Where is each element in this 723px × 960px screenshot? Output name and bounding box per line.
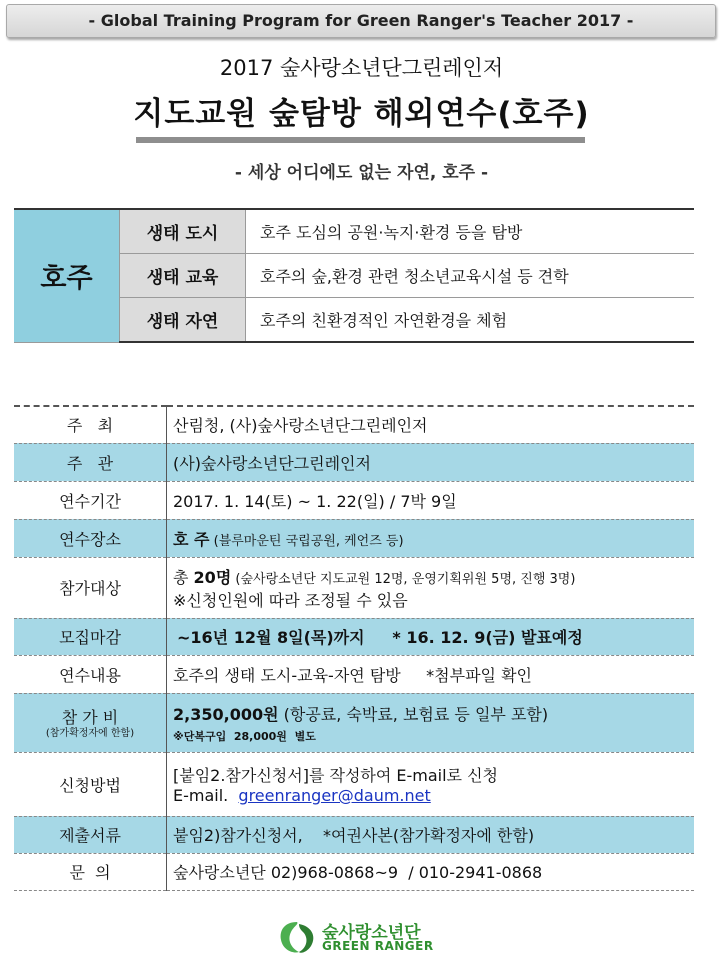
overview-description: 호주 도심의 공원·녹지·환경 등을 탐방 — [246, 209, 695, 254]
label-content: 연수내용 — [14, 655, 167, 693]
overview-table — [14, 208, 694, 343]
overview-category: 생태 도시 — [120, 209, 246, 254]
fee-detail: (항공료, 숙박료, 보험료 등 일부 포함) — [278, 704, 549, 724]
label-contact: 문 의 — [14, 853, 167, 890]
title-line-1: 2017 숲사랑소년단그린레인저 — [219, 56, 504, 80]
value-place — [167, 519, 695, 557]
value-target — [167, 557, 695, 618]
label-apply: 신청방법 — [14, 752, 167, 816]
overview-category: 생태 교육 — [120, 254, 246, 298]
label-deadline: 모집마감 — [14, 618, 167, 655]
info-row-fee — [14, 693, 694, 752]
info-row-contact — [14, 853, 694, 890]
country-cell: 호주 — [14, 209, 120, 342]
label-organizer: 주 관 — [14, 443, 167, 481]
label-host: 주 최 — [14, 406, 167, 443]
place-detail: (블루마운틴 국립공원, 케언즈 등) — [209, 533, 404, 549]
email-prefix: E-mail. — [173, 786, 239, 805]
value-docs: 붙임2)참가신청서, *여권사본(참가확정자에 한함) — [167, 816, 695, 853]
info-row-period — [14, 481, 694, 519]
label-fee — [14, 693, 167, 752]
value-host: 산림청, (사)숲사랑소년단그린레인저 — [167, 406, 695, 443]
fee-amount: 2,350,000원 — [173, 704, 279, 724]
target-prefix: 총 — [173, 567, 194, 587]
info-row-docs — [14, 816, 694, 853]
overview-row — [14, 209, 694, 254]
program-banner: - Global Training Program for Green Ranger's Teacher 2017 - — [6, 4, 716, 38]
page-title: 지도교원 숲탐방 해외연수(호주) — [133, 96, 590, 132]
label-period: 연수기간 — [14, 481, 167, 519]
info-table — [14, 405, 694, 891]
target-detail: (숲사랑소년단 지도교원 12명, 운영기획위원 5명, 진행 3명) — [231, 571, 576, 587]
value-period: 2017. 1. 14(토) ~ 1. 22(일) / 7박 9일 — [167, 481, 695, 519]
overview-description: 호주의 친환경적인 자연환경을 체험 — [246, 298, 695, 343]
fee-note: ※단복구입 28,000원 별도 — [173, 729, 316, 743]
label-place: 연수장소 — [14, 519, 167, 557]
info-row-target — [14, 557, 694, 618]
info-row-apply — [14, 752, 694, 816]
value-fee — [167, 693, 695, 752]
leaf-logo-icon — [277, 918, 319, 956]
green-ranger-logo — [277, 918, 447, 958]
place-country: 호 주 — [173, 529, 210, 549]
fee-sub-label: (참가확정자에 한함) — [45, 728, 135, 739]
overview-description: 호주의 숲,환경 관련 청소년교육시설 등 견학 — [246, 254, 695, 298]
info-row-organizer — [14, 443, 694, 481]
title-divider — [136, 137, 585, 143]
value-apply — [167, 752, 695, 816]
info-row-place — [14, 519, 694, 557]
overview-category: 생태 자연 — [120, 298, 246, 343]
label-target: 참가대상 — [14, 557, 167, 618]
value-contact: 숲사랑소년단 02)968-0868~9 / 010-2941-0868 — [167, 853, 695, 890]
subtitle: - 세상 어디에도 없는 자연, 호주 - — [234, 163, 489, 183]
fee-label: 참 가 비 — [61, 708, 119, 727]
apply-instruction: [붙임2.참가신청서]를 작성하여 E-mail로 신청 — [173, 766, 499, 785]
target-count: 20명 — [193, 567, 232, 587]
label-docs: 제출서류 — [14, 816, 167, 853]
info-row-content — [14, 655, 694, 693]
value-organizer: (사)숲사랑소년단그린레인저 — [167, 443, 695, 481]
target-note: ※신청인원에 따라 조정될 수 있음 — [173, 590, 408, 610]
logo-name-en: GREEN RANGER — [322, 939, 434, 953]
info-row-host — [14, 406, 694, 443]
info-row-deadline — [14, 618, 694, 655]
value-deadline: ~16년 12월 8일(목)까지 * 16. 12. 9(금) 발표예정 — [167, 618, 695, 655]
email-link[interactable]: greenranger@daum.net — [238, 786, 431, 805]
logo-name-ko: 숲사랑소년단 — [322, 923, 421, 943]
value-content: 호주의 생태 도시-교육-자연 탐방 *첨부파일 확인 — [167, 655, 695, 693]
